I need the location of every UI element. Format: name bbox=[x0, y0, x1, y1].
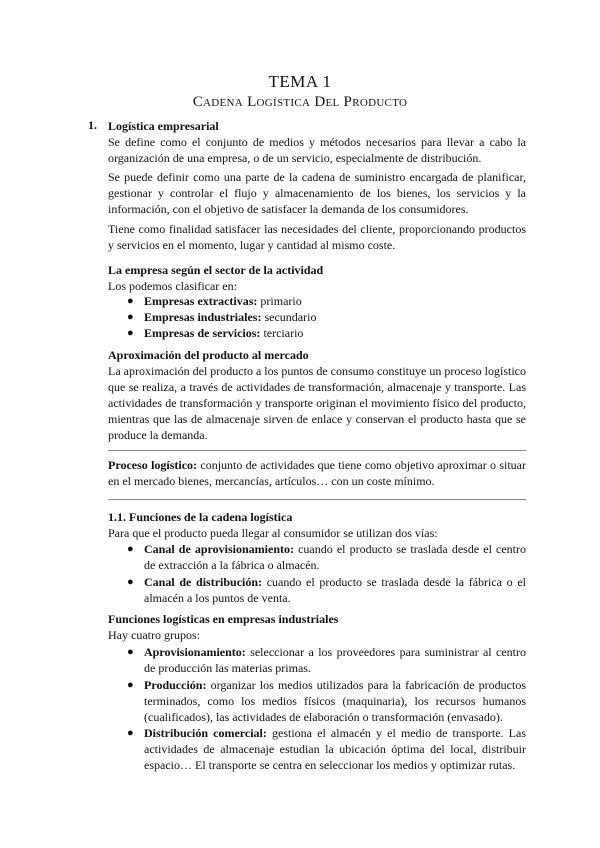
list-item: ● Distribución comercial: gestiona el almacén y el medio de transporte. Las actividades de almacenaje estudian la ubicación óptima del local, distribuir espacio… El transporte se centra en seleccionar los medios y optimizar rutas. bbox=[127, 726, 526, 772]
funciones-intro: Para que el producto pueda llegar al consumidor se utilizan dos vías: bbox=[108, 526, 438, 540]
bullet-icon: ● bbox=[127, 727, 134, 739]
document-title: TEMA 1 bbox=[268, 72, 332, 91]
aproximacion-paragraph: La aproximación del producto a los puntos de consumo constituye un proceso logístico que se realiza, a través de actividades de transformación, almacenaje y transporte. Las actividades de transformación y transporte originan el movimiento físico del producto, mientras que las de almacenaje sirven de enlace y conservan el producto hasta que se produce la demanda. bbox=[108, 364, 526, 442]
divider bbox=[108, 499, 526, 500]
industriales-heading: Funciones logísticas en empresas industriales bbox=[108, 612, 339, 626]
paragraph-purpose: Tiene como finalidad satisfacer las necesidades del cliente, proporcionando productos y servicios en el momento, lugar y cantidad al mismo coste. bbox=[108, 222, 526, 252]
list-item: ● Aprovisionamiento: seleccionar a los proveedores para suministrar al centro de producción las materias primas. bbox=[127, 645, 526, 675]
bullet-icon: ● bbox=[127, 679, 134, 691]
divider bbox=[108, 450, 526, 451]
bullet-icon: ● bbox=[127, 311, 134, 323]
list-item: ● Canal de distribución: cuando el producto se traslada desde la fábrica o el almacén a los puntos de venta. bbox=[127, 575, 527, 605]
proceso-definition: Proceso logístico: conjunto de actividades que tiene como objetivo aproximar o situar en el mercado bienes, mercancías, artículos… con un coste mínimo. bbox=[108, 458, 526, 488]
paragraph-definition: Se define como el conjunto de medios y métodos necesarios para llevar a cabo la organización de una empresa, o de un servicio, especialmente de distribución. bbox=[108, 135, 526, 165]
list-item: ● Canal de aprovisionamiento: cuando el producto se traslada desde el centro de extracción a la fábrica o almacén. bbox=[127, 542, 526, 572]
bullet-icon: ● bbox=[127, 576, 134, 588]
section-number: 1. bbox=[88, 118, 97, 132]
list-item: ● Producción: organizar los medios utilizados para la fabricación de productos terminados, como los medios físicos (maquinaria), los recursos humanos (cualificados), las actividades de elaboración o transformación (envasado). bbox=[127, 678, 526, 724]
paragraph-supply-chain: Se puede definir como una parte de la cadena de suministro encargada de planificar, gestionar y controlar el flujo y almacenamiento de los bienes, los servicios y la información, con el objetivo de satisfacer la demanda de los consumidores. bbox=[108, 170, 526, 216]
bullet-icon: ● bbox=[127, 543, 134, 555]
list-item: ● Empresas de servicios: terciario bbox=[127, 326, 304, 340]
bullet-icon: ● bbox=[127, 646, 134, 658]
list-item: ● Empresas extractivas: primario bbox=[127, 294, 302, 308]
sector-intro: Los podemos clasificar en: bbox=[108, 279, 237, 293]
aproximacion-heading: Aproximación del producto al mercado bbox=[108, 348, 309, 362]
bullet-icon: ● bbox=[127, 327, 134, 339]
industriales-intro: Hay cuatro grupos: bbox=[108, 628, 200, 642]
document-subtitle: Cadena Logística Del Producto bbox=[192, 94, 408, 110]
list-item: ● Empresas industriales: secundario bbox=[127, 310, 317, 324]
section-heading: Logística empresarial bbox=[108, 119, 219, 133]
sector-heading: La empresa según el sector de la actividad bbox=[108, 263, 324, 277]
funciones-heading: 1.1. Funciones de la cadena logística bbox=[108, 510, 293, 524]
bullet-icon: ● bbox=[127, 295, 134, 307]
